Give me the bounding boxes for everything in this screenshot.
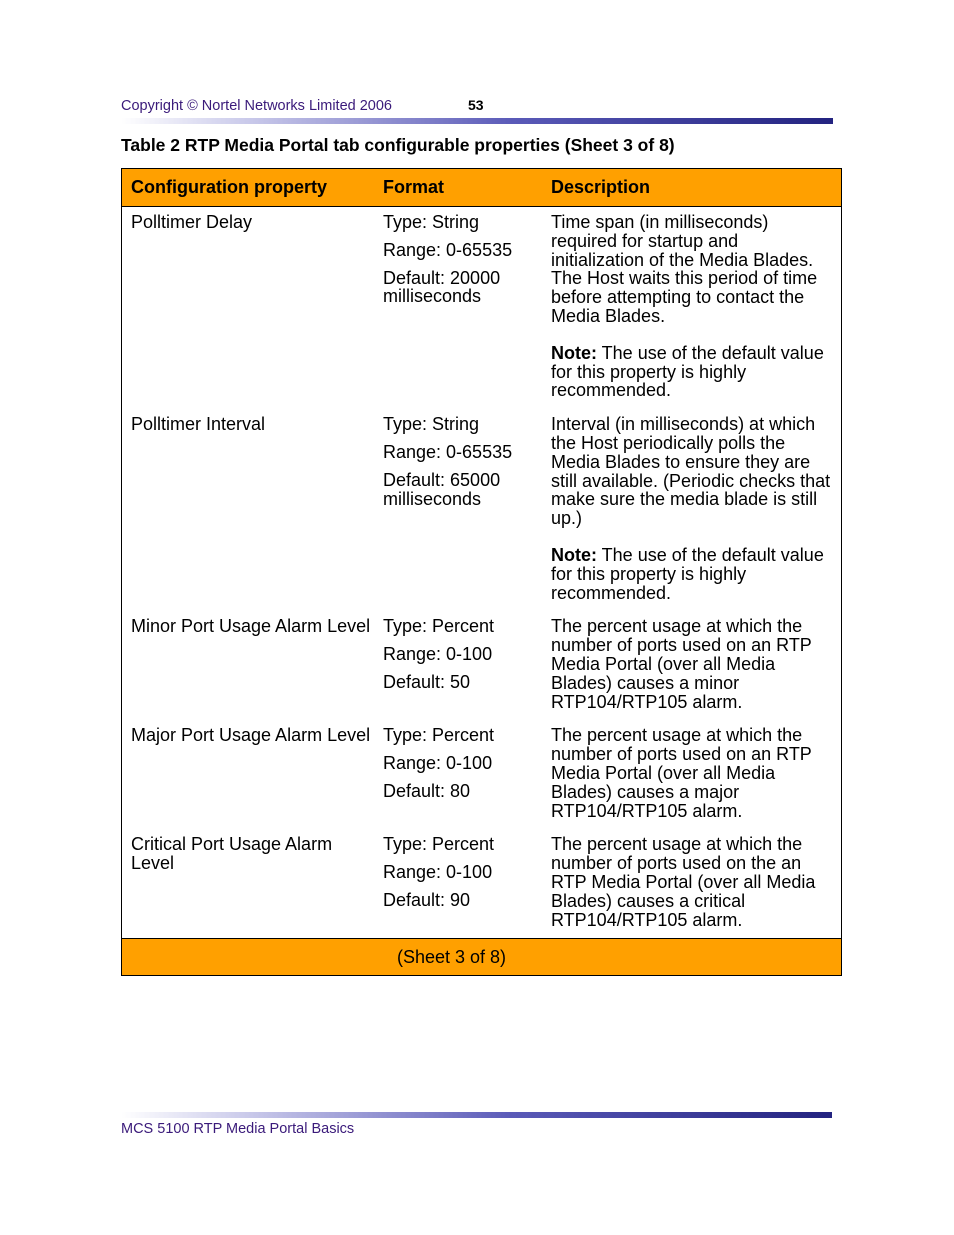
format-cell xyxy=(374,415,542,508)
description-note xyxy=(551,546,835,602)
note-text: The use of the default value for this property is highly recommended. xyxy=(551,342,824,401)
format-default: Default: 20000 milliseconds xyxy=(383,267,501,307)
format-cell xyxy=(374,617,542,691)
note-label: Note: xyxy=(551,342,597,363)
description-cell xyxy=(542,213,841,400)
description-cell xyxy=(542,415,841,602)
format-default: Default: 90 xyxy=(383,889,471,910)
format-default: Default: 65000 milliseconds xyxy=(383,469,501,509)
format-type: Type: String xyxy=(383,212,480,232)
table-title: Table 2 RTP Media Portal tab configurable properties (Sheet 3 of 8) xyxy=(121,135,675,155)
description-text: The percent usage at which the number of ports used on the an RTP Media Portal (over all Media Blades) causes a critical RTP104/RTP105 alarm. xyxy=(551,834,816,930)
description-text: Interval (in milliseconds) at which the Host periodically polls the Media Blades to ensure they are still available. (Periodic checks that make sure the media blade is still up.) xyxy=(551,414,831,529)
note-label: Note: xyxy=(551,544,597,565)
format-range: Range: 0-65535 xyxy=(383,441,513,462)
format-default: Default: 80 xyxy=(383,780,471,801)
format-range: Range: 0-65535 xyxy=(383,239,513,260)
property-name: Polltimer Delay xyxy=(131,212,253,232)
format-type: Type: String xyxy=(383,414,480,435)
header-rule xyxy=(121,118,833,124)
footer-doc-title: MCS 5100 RTP Media Portal Basics xyxy=(121,1121,355,1137)
format-type: Type: Percent xyxy=(383,616,495,637)
table-header-row xyxy=(122,169,841,207)
description-text: The percent usage at which the number of ports used on an RTP Media Portal (over all Media Blades) causes a major RTP104/RTP105 alarm. xyxy=(551,725,812,821)
format-cell xyxy=(374,726,542,800)
description-cell xyxy=(542,835,841,929)
note-text: The use of the default value for this property is highly recommended. xyxy=(551,544,824,603)
table-row xyxy=(122,207,841,409)
format-cell xyxy=(374,835,542,909)
table-row xyxy=(122,720,841,829)
table-footer-row xyxy=(122,938,841,975)
property-name: Major Port Usage Alarm Level xyxy=(131,725,371,746)
property-name: Critical Port Usage Alarm Level xyxy=(131,834,333,874)
description-text: Time span (in milliseconds) required for startup and initialization of the Media Blades. The Host waits this period of time before attempting to contact the Media Blades. xyxy=(551,212,818,326)
table-row xyxy=(122,611,841,720)
table-row xyxy=(122,829,841,938)
format-range: Range: 0-100 xyxy=(383,644,493,665)
format-cell xyxy=(374,213,542,306)
sheet-indicator: (Sheet 3 of 8) xyxy=(396,946,507,967)
footer-rule xyxy=(121,1112,832,1118)
format-range: Range: 0-100 xyxy=(383,753,493,774)
description-cell xyxy=(542,617,841,711)
property-name: Polltimer Interval xyxy=(131,414,266,435)
page-number: 53 xyxy=(468,97,484,113)
format-default: Default: 50 xyxy=(383,671,471,692)
table-row xyxy=(122,409,841,611)
column-header-property: Configuration property xyxy=(131,177,327,198)
description-note xyxy=(551,344,835,400)
column-header-description: Description xyxy=(551,177,651,198)
properties-table xyxy=(121,168,842,976)
format-type: Type: Percent xyxy=(383,834,495,855)
description-text: The percent usage at which the number of ports used on an RTP Media Portal (over all Media Blades) causes a minor RTP104/RTP105 alarm. xyxy=(551,616,812,712)
column-header-format: Format xyxy=(383,177,445,198)
format-range: Range: 0-100 xyxy=(383,862,493,883)
property-name: Minor Port Usage Alarm Level xyxy=(131,616,371,637)
header-copyright: Copyright © Nortel Networks Limited 2006 xyxy=(121,98,392,114)
format-type: Type: Percent xyxy=(383,725,495,746)
description-cell xyxy=(542,726,841,820)
